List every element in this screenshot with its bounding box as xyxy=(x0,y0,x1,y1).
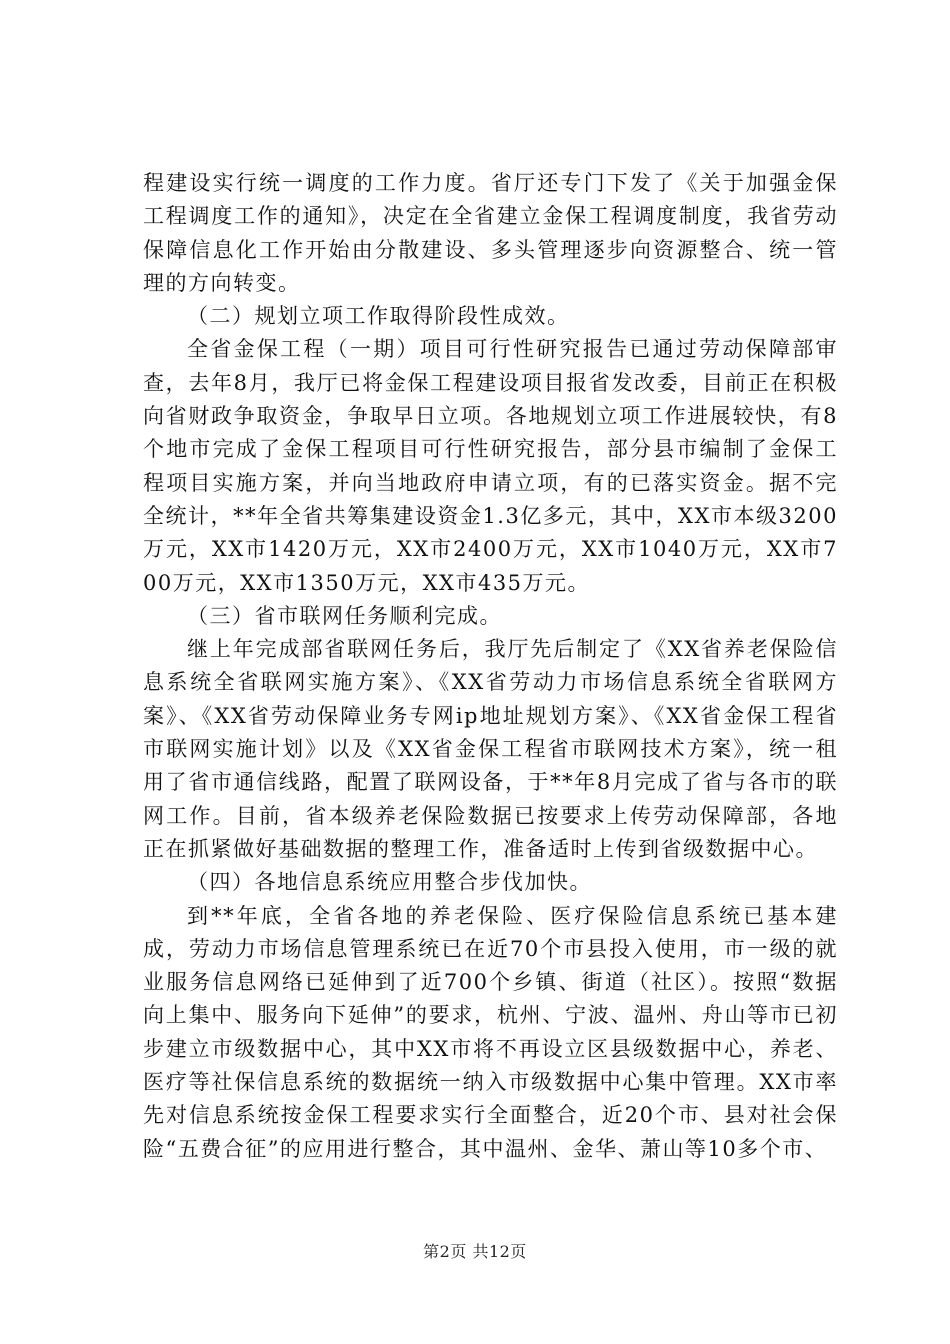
section-heading-4: （四）各地信息系统应用整合步伐加快。 xyxy=(187,870,592,895)
section-heading-3: （三）省市联网任务顺利完成。 xyxy=(187,603,502,628)
page-number-footer: 第2页 共12页 xyxy=(423,1242,527,1261)
paragraph-5: 继上年完成部省联网任务后，我厅先后制定了《XX省养老保险信息系统全省联网实施方案》、《XX省劳动力市场信息系统全省联网方案》、《XX省劳动保障业务专网ip地址规划方案》、《XX省金保工程省市联网实施计划》以及《XX省金保工程省市联网技术方案》，统一租用了省市通信线路，配置了联网设备，于**年8月完成了省与各市的联网工作。目前，省本级养老保险数据已按要求上传劳动保障部，各地正在抓紧做好基础数据的整理工作，准备适时上传到省级数据中心。 xyxy=(143,637,838,861)
paragraph-3: 全省金保工程（一期）项目可行性研究报告已通过劳动保障部审查，去年8月，我厅已将金保工程建设项目报省发改委，目前正在积极向省财政争取资金，争取早日立项。各地规划立项工作进展较快，有8个地市完成了金保工程项目可行性研究报告，部分县市编制了金保工程项目实施方案，并向当地政府申请立项，有的已落实资金。据不完全统计，**年全省共筹集建设资金1.3亿多元，其中，XX市本级3200万元，XX市1420万元，XX市2400万元，XX市1040万元，XX市700万元，XX市1350万元，XX市435万元。 xyxy=(143,337,838,595)
document-body xyxy=(143,167,838,1166)
section-heading-2: （二）规划立项工作取得阶段性成效。 xyxy=(187,304,570,329)
paragraph-1: 程建设实行统一调度的工作力度。省厅还专门下发了《关于加强金保工程调度工作的通知》，决定在全省建立金保工程调度制度，我省劳动保障信息化工作开始由分散建设、多头管理逐步向资源整合、统一管理的方向转变。 xyxy=(143,171,838,295)
paragraph-7: 到**年底，全省各地的养老保险、医疗保险信息系统已基本建成，劳动力市场信息管理系统已在近70个市县投入使用，市一级的就业服务信息网络已延伸到了近700个乡镇、街道（社区）。按照“数据向上集中、服务向下延伸”的要求，杭州、宁波、温州、舟山等市已初步建立市级数据中心，其中XX市将不再设立区县级数据中心，养老、医疗等社保信息系统的数据统一纳入市级数据中心集中管理。XX市率先对信息系统按金保工程要求实行全面整合，近20个市、县对社会保险“五费合征”的应用进行整合，其中温州、金华、萧山等10多个市、 xyxy=(143,903,838,1161)
